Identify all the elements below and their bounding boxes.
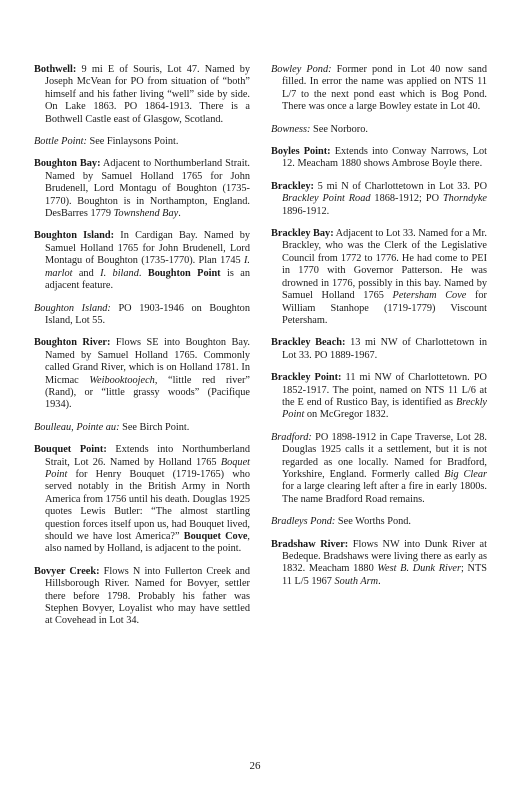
entry-text: ; NTS 11 L/5 1967 xyxy=(282,563,487,587)
entry-headword: Boughton Island: xyxy=(34,230,115,242)
entry-text: West B. Dunk River xyxy=(377,563,461,575)
entry-headword: Boughton River: xyxy=(34,337,111,349)
entry-headword: Brackley Beach: xyxy=(271,337,346,349)
entry-text: 1896-1912. xyxy=(282,205,330,217)
entry-text: Extends into Northumberland Strait, Lot 26. Named by Holland 1765 xyxy=(45,444,250,468)
entry-bouquet-point xyxy=(34,444,250,556)
entry-boughton-island xyxy=(34,303,250,328)
entry-boughton-island xyxy=(34,230,250,292)
entry-headword: Brackley Bay: xyxy=(271,228,334,240)
entry-text: Adjacent to Lot 33. Named for a Mr. Brackley, who was the Clerk of the Legislative Council from 1772 to 1776. He had come to PEI in 1770 with Governor Patterson. He was drowned in 1776, possibly in this bay. Named by Samuel Holland 1765 xyxy=(282,228,487,302)
entry-headword: Bottle Point: xyxy=(34,136,87,148)
entry-bothwell xyxy=(34,64,250,126)
entry-text: is an adjacent feature. xyxy=(45,267,251,292)
entry-text: Big Clear xyxy=(444,468,487,480)
entry-text: Flows NW into Dunk River at Bedeque. Bradshaws were living there as early as 1832. Meacham 1880 xyxy=(282,538,487,575)
entry-text: . xyxy=(138,267,148,279)
entry-text: See Finlaysons Point. xyxy=(86,136,179,148)
entry-text: Petersham Cove xyxy=(392,290,467,302)
entry-bradford xyxy=(271,432,487,506)
entry-text: Weibooktoojech xyxy=(89,374,155,386)
entry-text: Boughton Point xyxy=(147,267,221,279)
entry-bowness xyxy=(271,124,487,136)
entry-text: Townshend Bay xyxy=(113,208,179,220)
entry-headword: Brackley Point: xyxy=(271,372,342,384)
entry-text: Thorndyke xyxy=(442,193,487,205)
entry-text: Breckly Point xyxy=(282,396,487,421)
entry-headword: Bowness: xyxy=(271,123,311,135)
entry-text: Adjacent to Northumberland Strait. Named by Samuel Holland 1765 for John Brudenell, Lord Montagu of Boughton (1735-1770). Boughton is in Northampton, England. DesBarres 1779 xyxy=(45,158,251,220)
entry-text: 5 mi N of Charlottetown in Lot 33. PO xyxy=(313,180,487,192)
entry-bottle-point xyxy=(34,136,250,148)
entry-text: Brackley Point Road xyxy=(282,193,371,205)
entry-text: , also named by Holland, is adjacent to the point. xyxy=(45,531,250,555)
entry-headword: Brackley: xyxy=(271,180,314,192)
entry-headword: Bouquet Point: xyxy=(34,444,107,456)
entry-bradleys-pond xyxy=(271,516,487,528)
entry-text: In Cardigan Bay. Named by Samuel Holland 1765 for John Brudenell, Lord Montagu of Boughton (1735-1770). Plan 1745 xyxy=(45,230,251,267)
right-column xyxy=(271,64,487,598)
entry-boulleau-pointe-au xyxy=(34,422,250,434)
entry-text: for a large clearing left after a fire in early 1800s. The name Bradford Road remains. xyxy=(282,481,487,505)
entry-text: . xyxy=(378,575,381,587)
entry-text: Boquet Point xyxy=(45,456,250,480)
entry-headword: Boughton Bay: xyxy=(34,158,101,170)
entry-text: South Arm xyxy=(334,575,379,587)
entry-text: PO 1898-1912 in Cape Traverse, Lot 28. Douglas 1925 calls it a settlement, but it is not regarded as one locally. Named for Bradford, Yorkshire, England. Formerly called xyxy=(282,431,487,480)
entry-brackley xyxy=(271,181,487,218)
entry-headword: Bothwell: xyxy=(34,64,77,75)
entry-brackley-beach xyxy=(271,337,487,362)
entry-text: , “little red river” (Rand), or “little grassy woods” (Pacifique 1934). xyxy=(45,374,251,411)
entry-text: See Worths Pond. xyxy=(335,516,411,528)
entry-brackley-bay xyxy=(271,228,487,327)
entry-bovyer-creek xyxy=(34,566,250,628)
entry-text: 13 mi NW of Charlottetown in Lot 33. PO 1889-1967. xyxy=(282,337,487,361)
entry-bradshaw-river xyxy=(271,539,487,589)
left-column xyxy=(34,64,250,638)
entry-text: and xyxy=(72,267,101,279)
entry-headword: Bowley Pond: xyxy=(271,64,332,75)
entry-text: for Henry Bouquet (1719-1765) who served notably in the British Army in North America from 1756 until his death. Douglas 1925 quotes Lewis Butler: “The almost startling question forces itself upon us, had Bouquet lived, should we have lost America?” xyxy=(45,468,250,542)
entry-headword: Boyles Point: xyxy=(271,146,331,158)
entry-headword: Bradford: xyxy=(271,431,312,443)
entry-text: 11 mi NW of Charlottetown. PO 1852-1917. The point, named on NTS 11 L/6 at the E end of Rustico Bay, is identified as xyxy=(282,372,487,408)
entry-boughton-river xyxy=(34,337,250,411)
entry-text: Flows N into Fullerton Creek and Hillsborough River. Named for Bovyer, settler there before 1798. Probably his father was Stephen Bovyer, Loyalist who may have settled at Covehead in Lot 34. xyxy=(45,565,250,627)
entry-text: on McGregor 1832. xyxy=(304,409,389,421)
entry-headword: Boughton Island: xyxy=(34,302,111,314)
entry-text: Former pond in Lot 40 now sand filled. In error the name was applied on NTS 11 L/7 to the next pond east which is Bog Pond. There was once a large Bowley estate in Lot 40. xyxy=(282,64,488,113)
entry-boyles-point xyxy=(271,146,487,171)
entry-text: 9 mi E of Souris, Lot 47. Named by Joseph McVean for PO from situation of “both” himself and his father living “well” side by side. On Lake 1863. PO 1864-1913. There is a Bothwell Castle east of Glasgow, Scotland. xyxy=(45,64,250,125)
entry-headword: Bradleys Pond: xyxy=(271,516,336,528)
entry-brackley-point xyxy=(271,372,487,422)
entry-text: Extends into Conway Narrows, Lot 12. Meacham 1880 shows Ambrose Boyle there. xyxy=(282,146,488,170)
entry-text: I. biland xyxy=(100,267,139,279)
entry-headword: Bovyer Creek: xyxy=(34,565,100,577)
entry-bowley-pond xyxy=(271,64,487,114)
page-number: 26 xyxy=(249,760,261,772)
entry-text: PO 1903-1946 on Boughton Island, Lot 55. xyxy=(45,302,250,326)
entry-text: See Birch Point. xyxy=(119,421,190,433)
entry-text: for William Stanhope (1719-1779) Viscount Petersham. xyxy=(282,290,487,326)
entry-headword: Boulleau, Pointe au: xyxy=(34,421,120,433)
entry-text: I. marlot xyxy=(45,255,250,279)
entry-text: Flows SE into Boughton Bay. Named by Samuel Holland 1765. Commonly called Grand River, which is on Holland 1781. In Micmac xyxy=(45,337,251,386)
entry-text: Bouquet Cove xyxy=(183,531,248,542)
entry-text: See Norboro. xyxy=(310,123,368,135)
entry-text: . xyxy=(178,208,181,220)
entry-headword: Bradshaw River: xyxy=(271,538,349,550)
entry-text: 1868-1912; PO xyxy=(370,193,443,205)
entry-boughton-bay xyxy=(34,158,250,220)
